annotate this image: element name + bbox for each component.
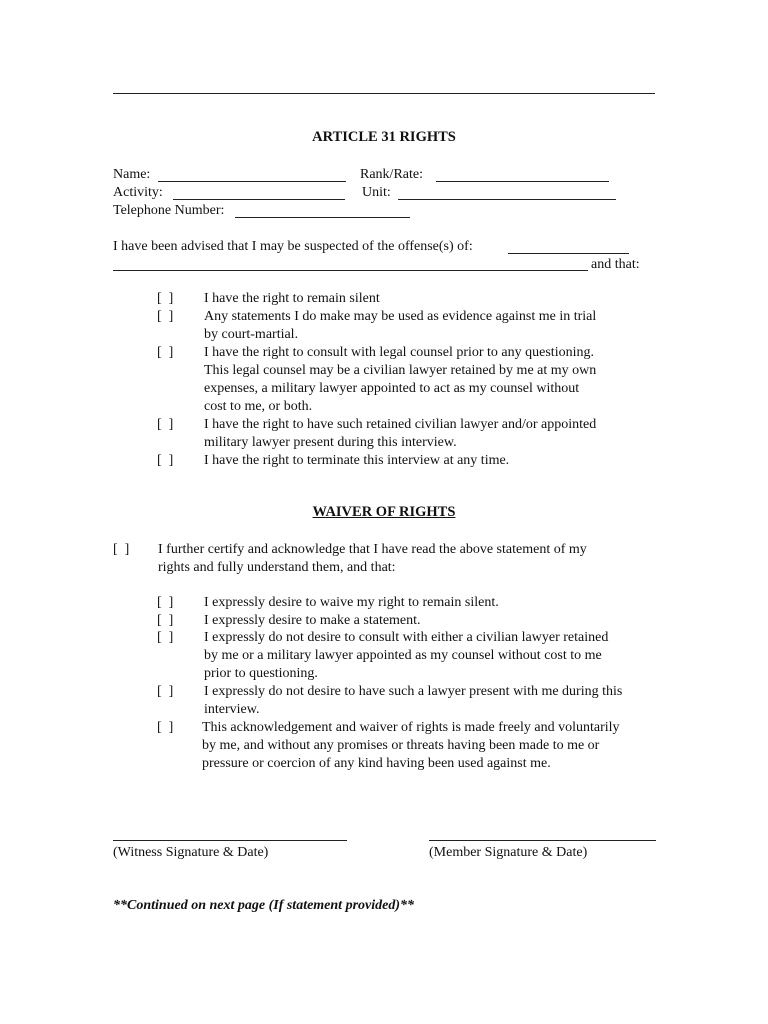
name-field[interactable] bbox=[158, 181, 346, 182]
checkbox[interactable]: [ ] bbox=[157, 630, 174, 645]
activity-field[interactable] bbox=[173, 199, 345, 200]
checkbox[interactable]: [ ] bbox=[157, 613, 174, 628]
suspicion-intro: I have been advised that I may be suspected of the offense(s) of: bbox=[113, 239, 473, 254]
name-label: Name: bbox=[113, 167, 151, 182]
top-rule bbox=[113, 93, 655, 94]
right-line: This legal counsel may be a civilian lawyer retained by me at my own bbox=[204, 363, 597, 378]
unit-field[interactable] bbox=[398, 199, 616, 200]
checkbox[interactable]: [ ] bbox=[157, 595, 174, 610]
checkbox[interactable]: [ ] bbox=[157, 453, 174, 468]
offense-field-continued[interactable] bbox=[113, 270, 588, 271]
waiver-line: prior to questioning. bbox=[204, 666, 318, 681]
right-line: I have the right to remain silent bbox=[204, 291, 380, 306]
waiver-line: by me or a military lawyer appointed as my counsel without cost to me bbox=[204, 648, 602, 663]
waiver-line: I expressly do not desire to have such a lawyer present with me during this bbox=[204, 684, 623, 699]
telephone-field[interactable] bbox=[235, 217, 410, 218]
right-line: by court-martial. bbox=[204, 327, 299, 342]
certify-line: rights and fully understand them, and that: bbox=[158, 560, 396, 575]
waiver-line: This acknowledgement and waiver of rights is made freely and voluntarily bbox=[202, 720, 620, 735]
checkbox[interactable]: [ ] bbox=[157, 720, 174, 735]
waiver-line: I expressly do not desire to consult with either a civilian lawyer retained bbox=[204, 630, 609, 645]
waiver-heading: WAIVER OF RIGHTS bbox=[312, 504, 456, 520]
waiver-line: pressure or coercion of any kind having been used against me. bbox=[202, 756, 551, 771]
rank-label: Rank/Rate: bbox=[360, 167, 423, 182]
right-line: cost to me, or both. bbox=[204, 399, 313, 414]
right-line: I have the right to consult with legal counsel prior to any questioning. bbox=[204, 345, 594, 360]
activity-label: Activity: bbox=[113, 185, 163, 200]
continued-note: **Continued on next page (If statement provided)** bbox=[113, 898, 414, 913]
right-line: Any statements I do make may be used as evidence against me in trial bbox=[204, 309, 597, 324]
waiver-line: interview. bbox=[204, 702, 260, 717]
checkbox[interactable]: [ ] bbox=[157, 291, 174, 306]
rank-field[interactable] bbox=[436, 181, 609, 182]
and-that-text: and that: bbox=[591, 257, 640, 272]
witness-signature-label: (Witness Signature & Date) bbox=[113, 845, 269, 860]
member-signature-line[interactable] bbox=[429, 840, 656, 841]
page-title: ARTICLE 31 RIGHTS bbox=[312, 129, 456, 145]
right-line: military lawyer present during this interview. bbox=[204, 435, 457, 450]
checkbox[interactable]: [ ] bbox=[157, 417, 174, 432]
checkbox[interactable]: [ ] bbox=[157, 309, 174, 324]
checkbox[interactable]: [ ] bbox=[157, 684, 174, 699]
right-line: I have the right to terminate this interview at any time. bbox=[204, 453, 510, 468]
right-line: I have the right to have such retained civilian lawyer and/or appointed bbox=[204, 417, 597, 432]
waiver-line: I expressly desire to waive my right to remain silent. bbox=[204, 595, 499, 610]
checkbox[interactable]: [ ] bbox=[113, 542, 130, 557]
certify-line: I further certify and acknowledge that I have read the above statement of my bbox=[158, 542, 587, 557]
member-signature-label: (Member Signature & Date) bbox=[429, 845, 588, 860]
telephone-label: Telephone Number: bbox=[113, 203, 225, 218]
offense-field[interactable] bbox=[508, 253, 629, 254]
unit-label: Unit: bbox=[362, 185, 391, 200]
waiver-line: I expressly desire to make a statement. bbox=[204, 613, 421, 628]
checkbox[interactable]: [ ] bbox=[157, 345, 174, 360]
right-line: expenses, a military lawyer appointed to act as my counsel without bbox=[204, 381, 580, 396]
witness-signature-line[interactable] bbox=[113, 840, 347, 841]
waiver-line: by me, and without any promises or threats having been made to me or bbox=[202, 738, 600, 753]
